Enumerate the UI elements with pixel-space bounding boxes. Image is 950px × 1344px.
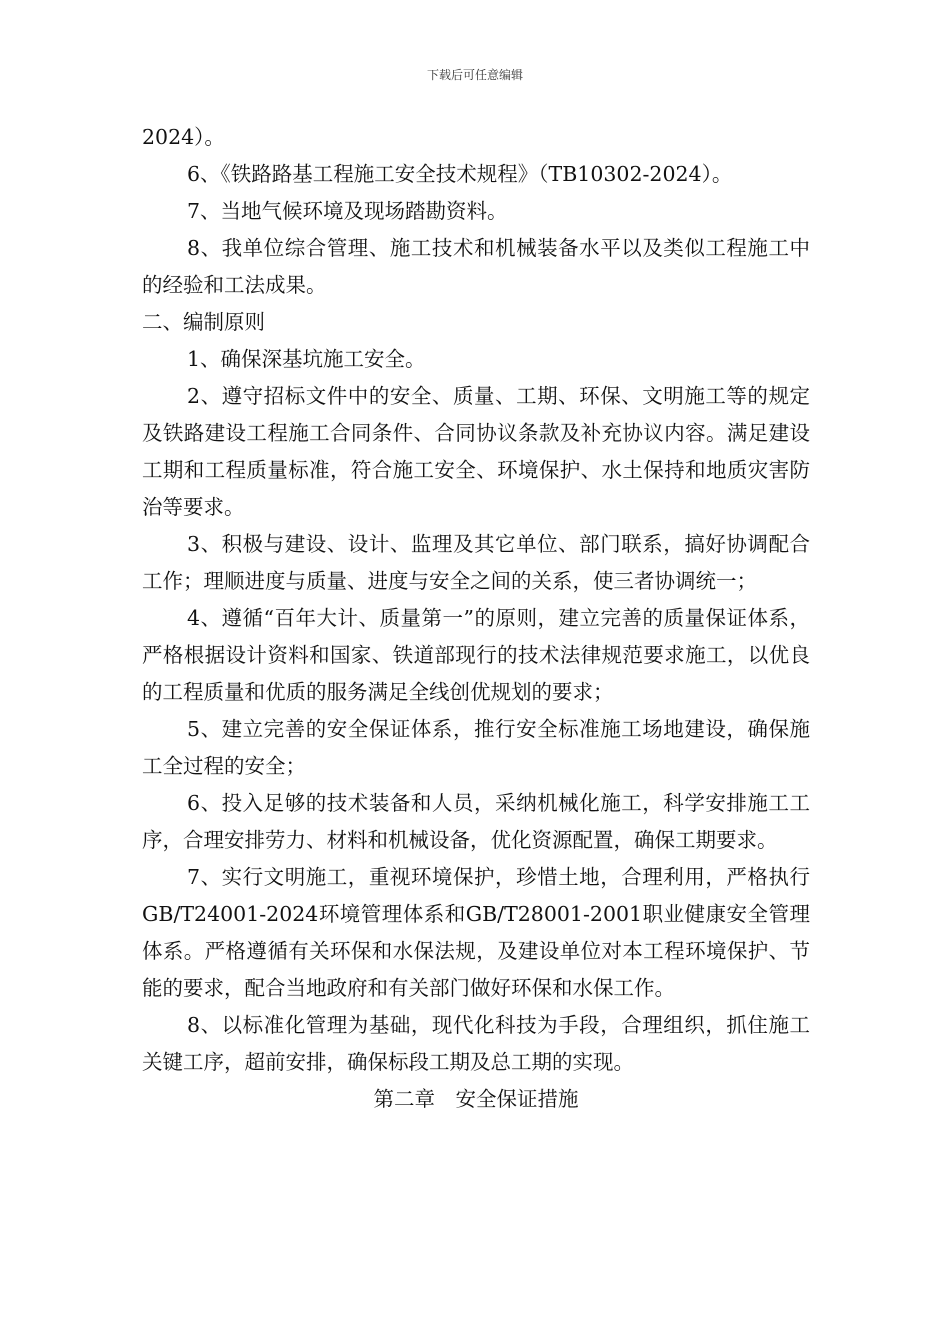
paragraph-continuation: 2024）。 [142,125,225,149]
page-header-note: 下载后可任意编辑 [426,68,523,82]
principle-item-3: 3、积极与建设、设计、监理及其它单位、部门联系，搞好协调配合工作；理顺进度与质量、进度与安全之间的关系，使三者协调统一； [142,532,810,593]
reference-item-7: 7、当地气候环境及现场踏勘资料。 [187,199,508,223]
chapter-title: 第二章 安全保证措施 [373,1087,579,1111]
principle-item-6: 6、投入足够的技术装备和人员，采纳机械化施工，科学安排施工工序，合理安排劳力、材料和机械设备，优化资源配置，确保工期要求。 [142,791,810,852]
principle-item-8: 8、以标准化管理为基础，现代化科技为手段，合理组织，抓住施工关键工序，超前安排，确保标段工期及总工期的实现。 [142,1013,810,1074]
principle-item-5: 5、建立完善的安全保证体系，推行安全标准施工场地建设，确保施工全过程的安全； [142,717,810,778]
document-body [142,119,810,1118]
principle-item-4: 4、遵循“百年大计、质量第一”的原则，建立完善的质量保证体系，严格根据设计资料和国家、铁道部现行的技术法律规范要求施工，以优良的工程质量和优质的服务满足全线创优规划的要求； [142,606,810,704]
principle-item-7: 7、实行文明施工，重视环境保护，珍惜土地，合理利用，严格执行GB/T24001-2024环境管理体系和GB/T28001-2001职业健康安全管理体系。严格遵循有关环保和水保法规，及建设单位对本工程环境保护、节能的要求，配合当地政府和有关部门做好环保和水保工作。 [142,865,810,1000]
principle-item-1: 1、确保深基坑施工安全。 [187,347,426,371]
principle-item-2: 2、遵守招标文件中的安全、质量、工期、环保、文明施工等的规定及铁路建设工程施工合同条件、合同协议条款及补充协议内容。满足建设工期和工程质量标准，符合施工安全、环境保护、水土保持和地质灾害防治等要求。 [142,384,810,519]
reference-item-6: 6、《铁路路基工程施工安全技术规程》（TB10302-2024）。 [187,162,733,186]
section-heading: 二、编制原则 [142,310,265,334]
reference-item-8: 8、我单位综合管理、施工技术和机械装备水平以及类似工程施工中的经验和工法成果。 [142,236,810,297]
